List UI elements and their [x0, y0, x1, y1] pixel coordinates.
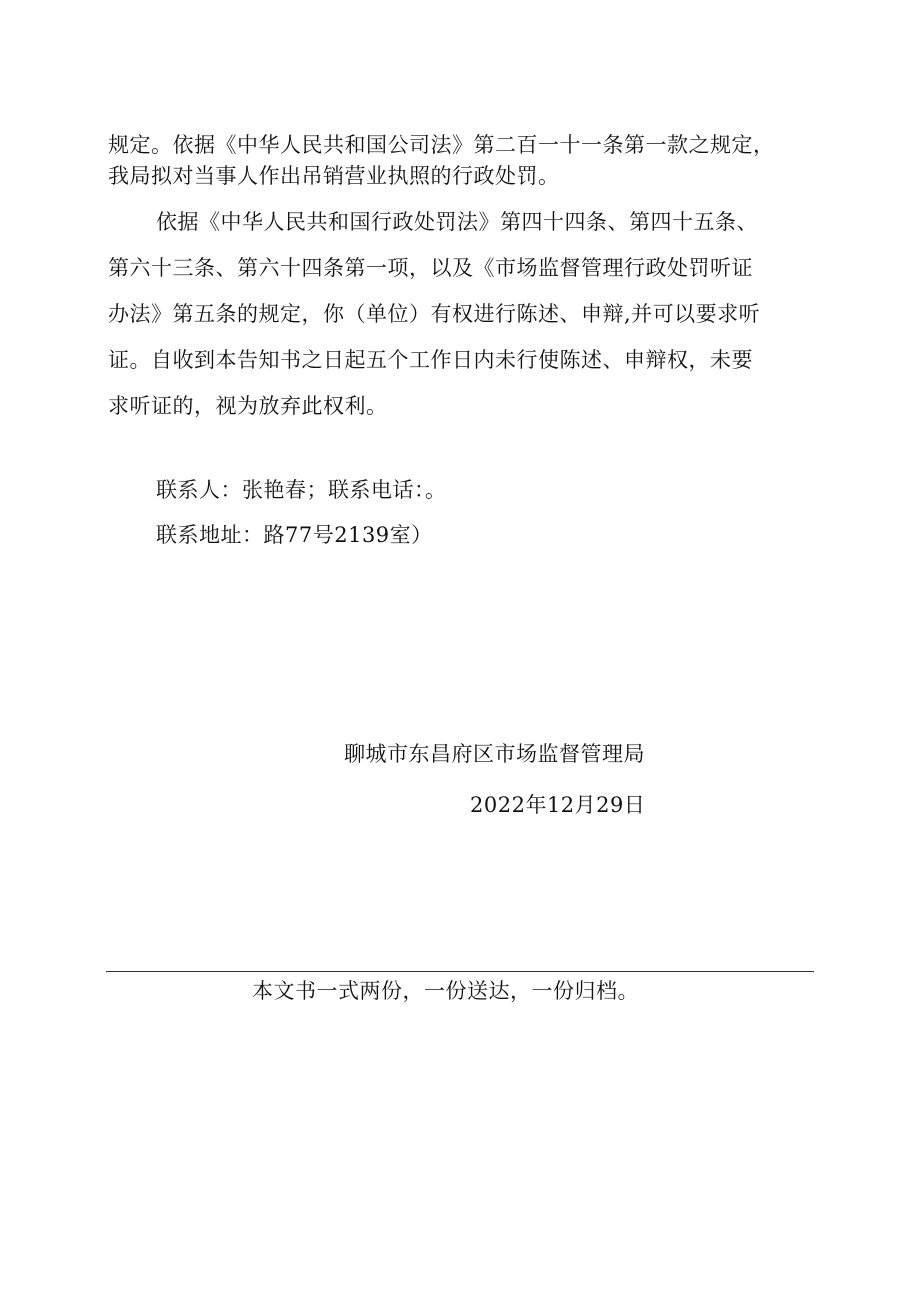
paragraph1-line2: 我局拟对当事人作出吊销营业执照的行政处罚。 [108, 164, 560, 188]
contact-address-line: 联系地址：路77号2139室） [156, 523, 433, 547]
footer-divider [106, 971, 814, 972]
issuing-organization: 聊城市东昌府区市场监督管理局 [344, 742, 645, 766]
paragraph2-line5: 求听证的，视为放弃此权利。 [108, 394, 388, 418]
issue-date: 2022年12月29日 [470, 793, 646, 817]
paragraph2-line2: 第六十三条、第六十四条第一项，以及《市场监督管理行政处罚听证 [108, 256, 753, 280]
paragraph1-line1: 规定。依据《中华人民共和国公司法》第二百一十一条第一款之规定， [108, 133, 775, 157]
contact-person-line: 联系人：张艳春；联系电话：。 [156, 478, 447, 502]
paragraph2-line3: 办法》第五条的规定，你（单位）有权进行陈述、申辩,并可以要求听 [108, 302, 761, 326]
paragraph2-line1: 依据《中华人民共和国行政处罚法》第四十四条、第四十五条、 [156, 210, 758, 234]
footer-note: 本文书一式两份，一份送达，一份归档。 [252, 979, 639, 1003]
paragraph2-line4: 证。自收到本告知书之日起五个工作日内未行使陈述、申辩权，未要 [108, 348, 753, 372]
